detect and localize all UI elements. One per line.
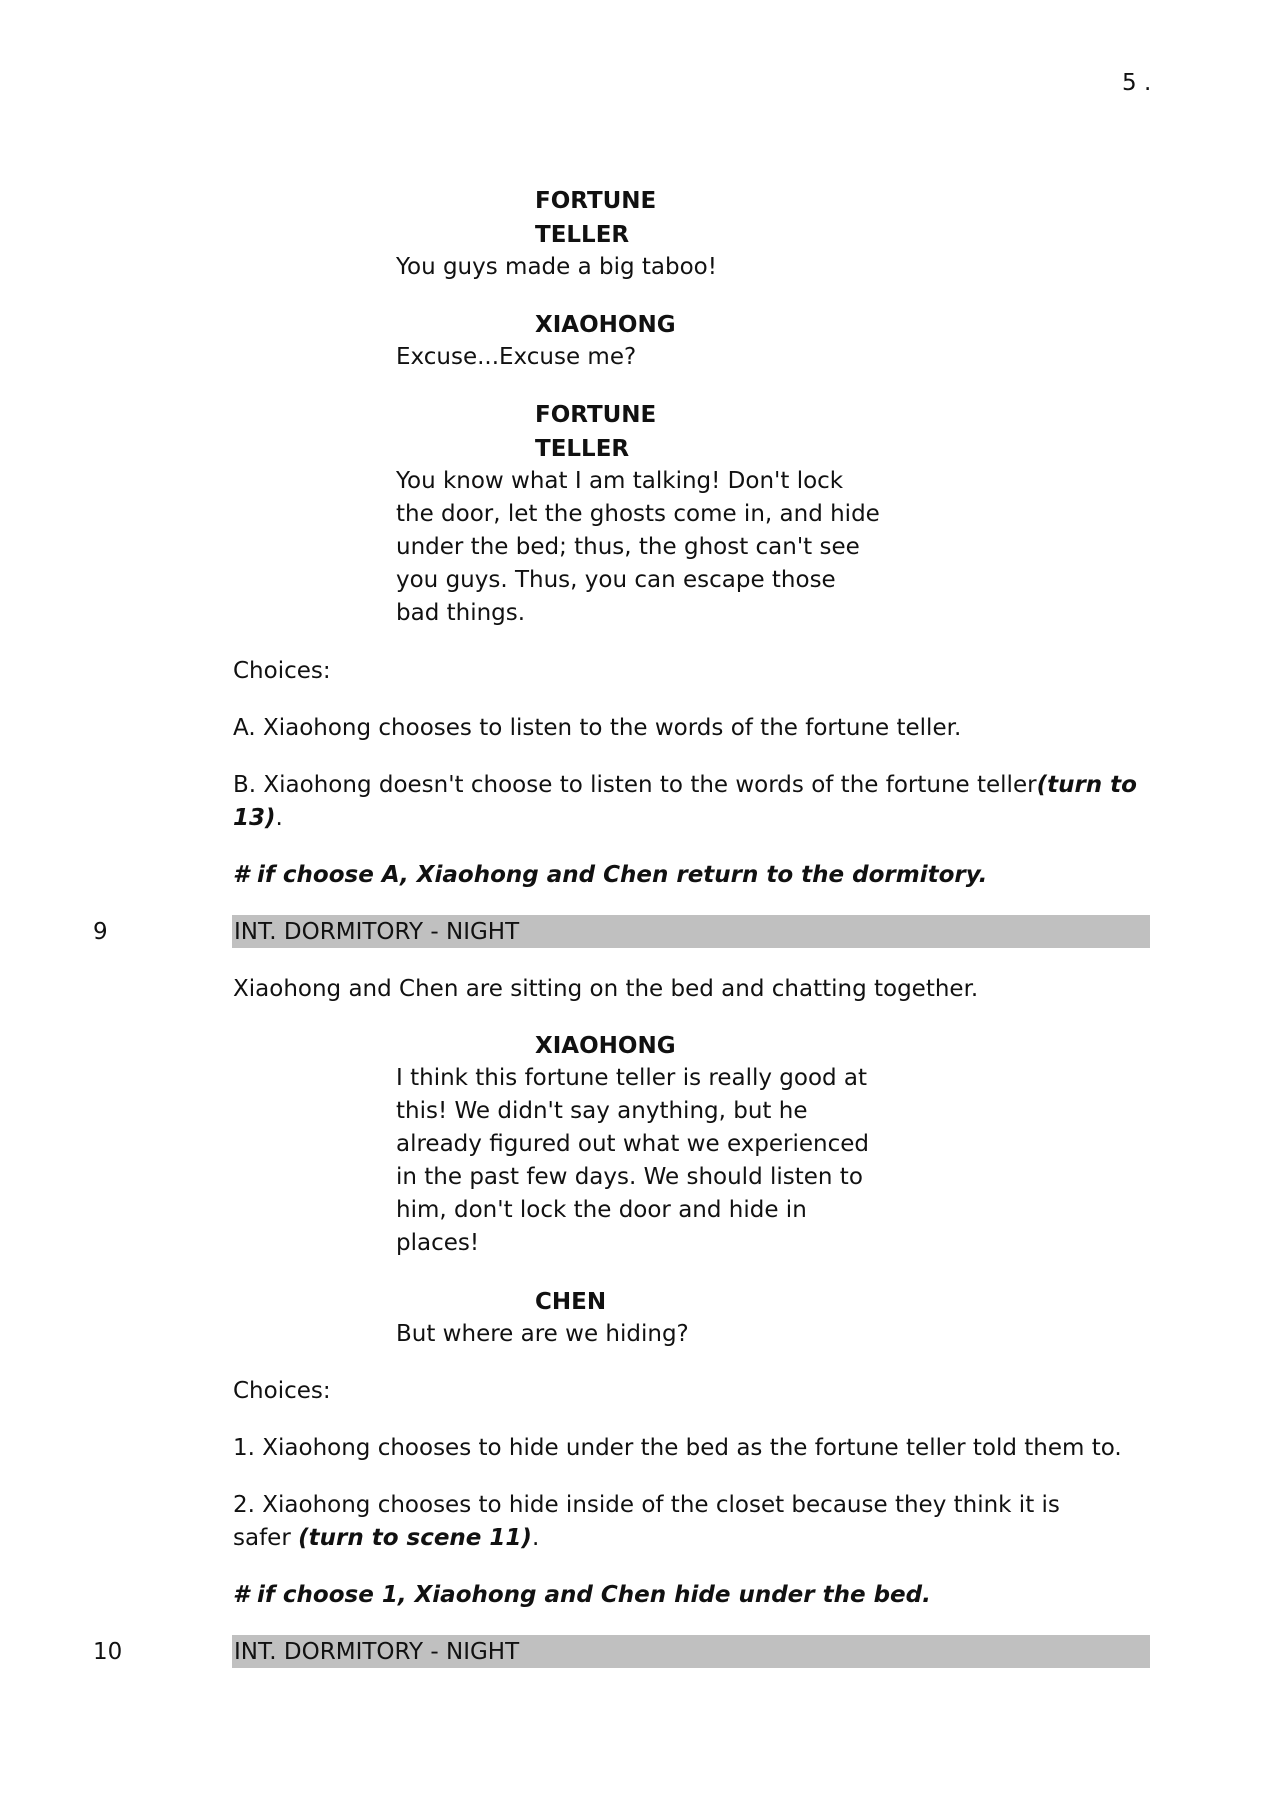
dialogue-line: bad things. — [396, 600, 526, 626]
dialogue — [396, 1062, 916, 1260]
character-name: XIAOHONG — [535, 312, 676, 338]
choice-option-b-period: . — [275, 805, 283, 831]
choice-option-b-continued — [233, 801, 283, 835]
scene-number: 10 — [93, 1639, 123, 1665]
dialogue — [396, 1318, 916, 1351]
dialogue-line: You know what I am talking! Don't lock — [396, 468, 844, 494]
character-name-line: TELLER — [535, 222, 630, 248]
scene-number: 9 — [93, 919, 108, 945]
choice-option-2-text: safer — [233, 1525, 299, 1551]
character-name — [535, 398, 656, 466]
dialogue-line: you guys. Thus, you can escape those — [396, 567, 836, 593]
dialogue-line: You guys made a big taboo! — [396, 254, 717, 280]
choice-option-2: 2. Xiaohong chooses to hide inside of the closet because they think it is — [233, 1492, 1060, 1518]
choice-option-1: 1. Xiaohong chooses to hide under the bed as the fortune teller told them to. — [233, 1435, 1122, 1461]
dialogue-line: in the past few days. We should listen to — [396, 1164, 863, 1190]
scene-heading: INT. DORMITORY - NIGHT — [232, 1635, 1150, 1668]
character-name-line: FORTUNE — [535, 188, 657, 214]
choice-option-b-reference: (turn to — [1036, 772, 1137, 798]
action-line: Xiaohong and Chen are sitting on the bed and chatting together. — [233, 976, 979, 1002]
dialogue-line: the door, let the ghosts come in, and hide — [396, 501, 880, 527]
scene-heading: INT. DORMITORY - NIGHT — [232, 915, 1150, 948]
character-name-line: FORTUNE — [535, 402, 657, 428]
dialogue-line: already figured out what we experienced — [396, 1131, 870, 1157]
branch-note: # if choose 1, Xiaohong and Chen hide under the bed. — [233, 1582, 931, 1608]
dialogue — [396, 251, 916, 284]
choice-option-2-continued — [233, 1521, 539, 1555]
dialogue-line: places! — [396, 1230, 480, 1256]
branch-note: # if choose A, Xiaohong and Chen return to the dormitory. — [233, 862, 988, 888]
character-name: XIAOHONG — [535, 1033, 676, 1059]
choice-option-2-reference: (turn to scene 11) — [298, 1525, 532, 1551]
page-number: 5 . — [1122, 70, 1152, 96]
character-name — [535, 184, 656, 252]
dialogue-line: him, don't lock the door and hide in — [396, 1197, 807, 1223]
character-name: CHEN — [535, 1289, 607, 1315]
choice-option-b-text: B. Xiaohong doesn't choose to listen to the words of the fortune teller — [233, 772, 1037, 798]
choice-option-b-reference: 13) — [233, 805, 276, 831]
dialogue-line: But where are we hiding? — [396, 1321, 689, 1347]
choice-option-a: A. Xiaohong chooses to listen to the words of the fortune teller. — [233, 715, 962, 741]
dialogue-line: this! We didn't say anything, but he — [396, 1098, 808, 1124]
choice-option-2-period: . — [531, 1525, 540, 1551]
choices-label: Choices: — [233, 658, 331, 684]
dialogue — [396, 465, 916, 630]
choices-label: Choices: — [233, 1378, 331, 1404]
dialogue-line: I think this fortune teller is really good at — [396, 1065, 868, 1091]
dialogue-line: under the bed; thus, the ghost can't see — [396, 534, 860, 560]
dialogue-line: Excuse...Excuse me? — [396, 344, 637, 370]
character-name-line: TELLER — [535, 436, 630, 462]
choice-option-b — [233, 768, 1137, 802]
dialogue — [396, 341, 916, 374]
